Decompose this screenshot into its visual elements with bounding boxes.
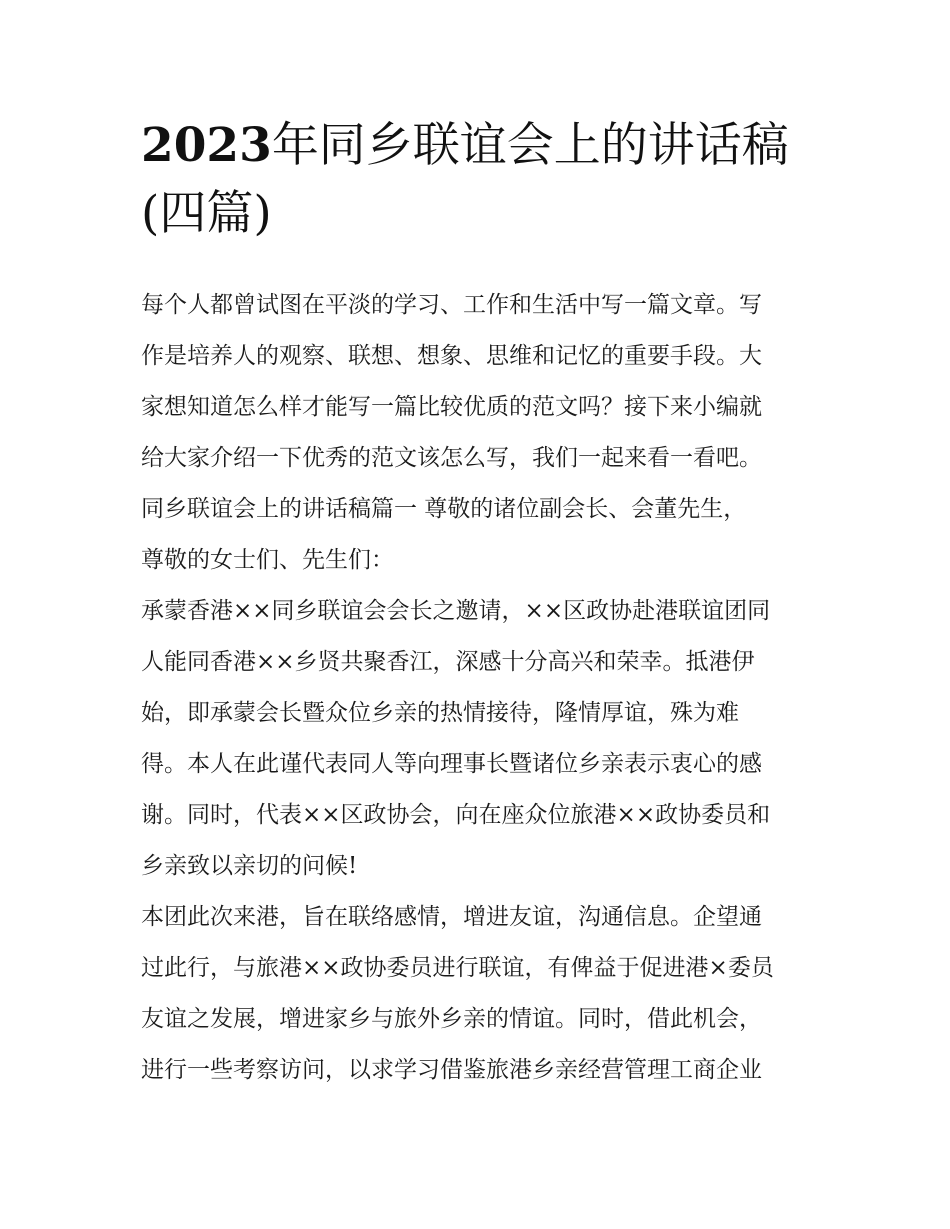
body-line: 乡亲致以亲切的问候! [141, 853, 358, 879]
document-body [141, 280, 821, 1096]
body-line: 过此行，与旅港××政协委员进行联谊，有俾益于促进港×委员 [141, 955, 774, 981]
body-line: 家想知道怎么样才能写一篇比较优质的范文吗？接下来小编就 [141, 394, 762, 420]
body-line: 始，即承蒙会长暨众位乡亲的热情接待，隆情厚谊，殊为难 [141, 700, 739, 726]
body-line: 进行一些考察访问，以求学习借鉴旅港乡亲经营管理工商企业 [141, 1057, 762, 1083]
body-line: 本团此次来港，旨在联络感情，增进友谊，沟通信息。企望通 [141, 904, 762, 930]
body-line: 谢。同时，代表××区政协会，向在座众位旅港××政协委员和 [141, 802, 771, 828]
body-line: 友谊之发展，增进家乡与旅外乡亲的情谊。同时，借此机会， [141, 1006, 762, 1032]
body-line: 承蒙香港××同乡联谊会会长之邀请，××区政协赴港联谊团同 [141, 598, 771, 624]
body-line: 作是培养人的观察、联想、想象、思维和记忆的重要手段。大 [141, 343, 762, 369]
body-line: 得。本人在此谨代表同人等向理事长暨诸位乡亲表示衷心的感 [141, 751, 762, 777]
body-line: 尊敬的女士们、先生们： [141, 547, 394, 573]
title-text: 年同乡联谊会上的讲话稿 [271, 118, 789, 173]
body-line: 人能同香港××乡贤共聚香江，深感十分高兴和荣幸。抵港伊 [141, 649, 755, 675]
body-line: 同乡联谊会上的讲话稿篇一 尊敬的诸位副会长、会董先生， [141, 496, 747, 522]
title-subtitle: (四篇) [141, 186, 272, 241]
document-title [141, 112, 831, 248]
title-year: 2023 [141, 118, 272, 173]
body-line: 给大家介绍一下优秀的范文该怎么写，我们一起来看一看吧。 [141, 445, 762, 471]
body-line: 每个人都曾试图在平淡的学习、工作和生活中写一篇文章。写 [141, 292, 762, 318]
